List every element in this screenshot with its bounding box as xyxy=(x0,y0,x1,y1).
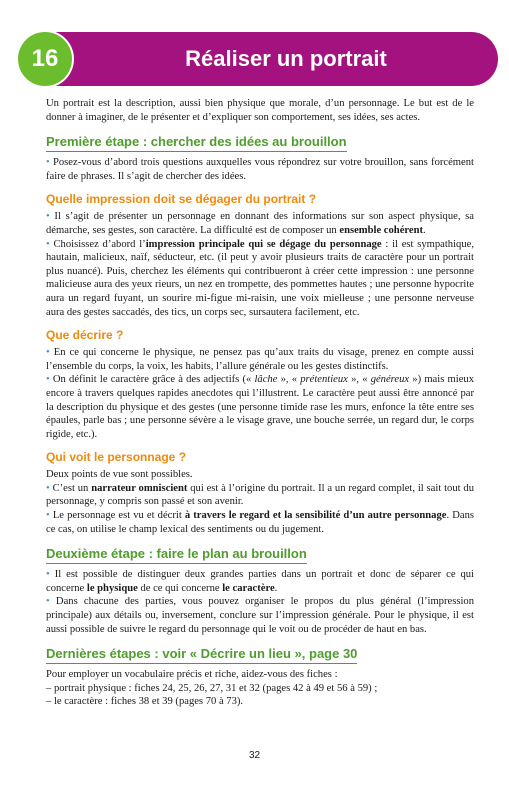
bullet-icon: • xyxy=(46,510,50,522)
page-number: 32 xyxy=(248,750,261,761)
section-heading-second-step: Deuxième étape : faire le plan au brouillon xyxy=(46,546,307,564)
paragraph: • Posez-vous d’abord trois questions auxquelles vous répondrez sur votre brouillon, sans forcément faire de phrases. Il s’agit de chercher des idées. xyxy=(46,157,474,182)
bullet-icon: • xyxy=(46,157,50,169)
page-title: Réaliser un portrait xyxy=(185,46,387,71)
list-item: – portrait physique : fiches 24, 25, 26, 27, 31 et 32 (pages 42 à 49 et 56 à 59) ; xyxy=(46,682,378,694)
bullet-icon: • xyxy=(46,482,50,494)
paragraph: • Le personnage est vu et décrit à travers le regard et la sensibilité d’un autre personnage. Dans ce cas, on utilise le champ lexical des sentiments ou du jugement. xyxy=(46,510,474,535)
list-item: – le caractère : fiches 38 et 39 (pages 70 à 73). xyxy=(46,696,244,708)
intro-paragraph: Un portrait est la description, aussi bien physique que morale, d’un personnage. Le but est de le donner à imaginer, de le présenter et d’expliquer son comportement, ses idées, ses actes. xyxy=(46,98,474,123)
question-heading-impression: Quelle impression doit se dégager du portrait ? xyxy=(46,192,317,207)
paragraph: • C’est un narrateur omniscient qui est à l’origine du portrait. Il a un regard complet, il sait tout du personnage, y compris son passé et son avenir. xyxy=(46,482,474,508)
chapter-number-badge: 16 xyxy=(18,32,72,86)
paragraph: • On définit le caractère grâce à des adjectifs (« lâche », « prétentieux », « généreux ») mais mieux encore à travers quelques rapides anecdotes qui l’illustrent. Le caractère peut aussi être annoncé par la description du physique et des gestes (une personne timide rase les murs, enfonce la tête entre ses épaules, parle bas ; une personne sévère a le visage grave, une bouche serrée, un regard dur, le corps rigide, etc.). xyxy=(46,374,474,440)
section-heading-last-steps: Dernières étapes : voir « Décrire un lieu », page 30 xyxy=(46,646,357,664)
main-content xyxy=(46,97,474,709)
bullet-icon: • xyxy=(46,238,50,250)
bullet-icon: • xyxy=(46,347,50,359)
bullet-icon: • xyxy=(46,374,50,386)
paragraph: • Il est possible de distinguer deux grandes parties dans un portrait et donc de séparer ce qui concerne le physique de ce qui concerne le caractère. xyxy=(46,569,475,594)
paragraph: • Il s’agit de présenter un personnage en donnant des informations sur son aspect physique, sa démarche, ses gestes, son caractère. La difficulté est de composer un ensemble cohérent. xyxy=(46,211,474,236)
bullet-icon: • xyxy=(46,211,50,223)
paragraph: Deux points de vue sont possibles. xyxy=(46,469,193,481)
chapter-header xyxy=(18,32,498,86)
paragraph: • Dans chacune des parties, vous pouvez organiser le propos du plus général (l’impression principale) aux détails ou, inversement, conclure sur l’impression générale. Pour le physique, il est aussi possible de suivre le regard du personnage qui le voit ou de procéder de haut en bas. xyxy=(46,596,474,635)
paragraph: • En ce qui concerne le physique, ne pensez pas qu’aux traits du visage, prenez en compte aussi l’ensemble du corps, la voix, les habits, l’allure générale ou les gestes distinctifs. xyxy=(46,347,474,372)
question-heading-what-to-describe: Que décrire ? xyxy=(46,328,124,343)
title-bar xyxy=(44,32,498,86)
question-heading-who-sees: Qui voit le personnage ? xyxy=(46,450,187,465)
paragraph: Pour employer un vocabulaire précis et riche, aidez-vous des fiches : xyxy=(46,669,338,681)
section-heading-first-step: Première étape : chercher des idées au brouillon xyxy=(46,134,347,152)
bullet-icon: • xyxy=(46,596,50,608)
bullet-icon: • xyxy=(46,569,50,581)
paragraph: • Choisissez d’abord l’impression principale qui se dégage du personnage : il est sympathique, hautain, malicieux, naïf, séducteur, etc. (il peut y avoir plusieurs traits de caractère pour un portrait plus nuancé). Puis, cherchez les éléments qui contribueront à créer cette impression : une personne malicieuse aura des yeux rieurs, un nez en trompette, des pommettes hautes ; une personne hypocrite aura un regard fuyant, un sourire mi-figue mi-raisin, une voix mielleuse ; une personne nerveuse aura des gestes saccadés, des tics, un corps sec, sursautera facilement, etc. xyxy=(46,238,474,318)
